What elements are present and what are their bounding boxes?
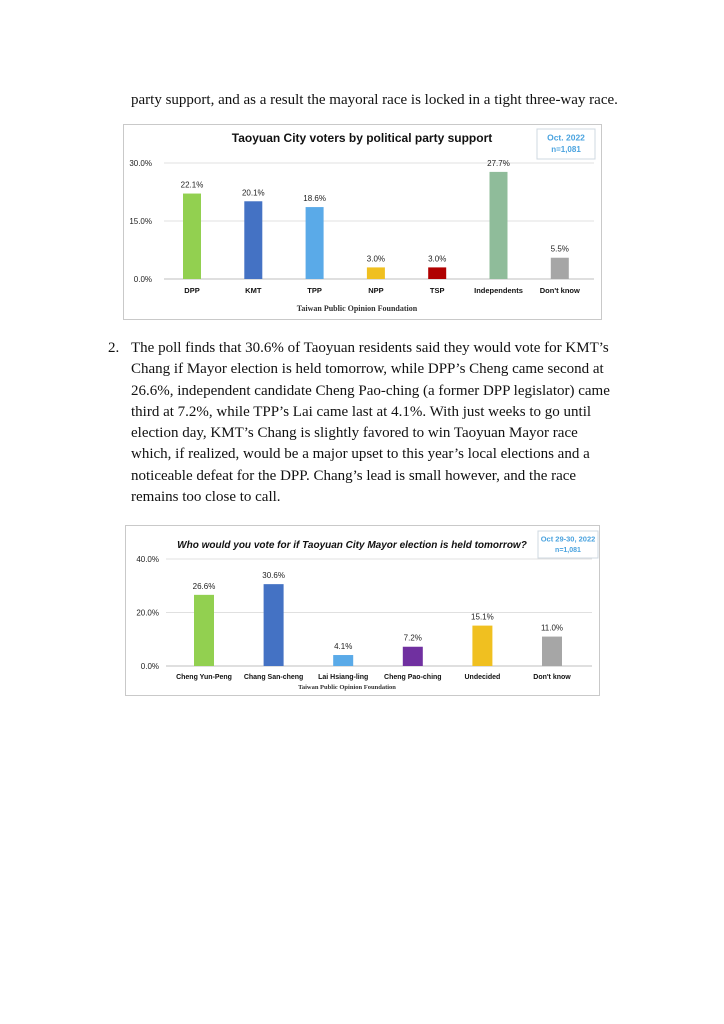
bar (333, 655, 353, 666)
chart-title: Who would you vote for if Taoyuan City Mayor election is held tomorrow? (177, 540, 527, 551)
category-label: KMT (245, 286, 262, 295)
bar-value-label: 3.0% (428, 254, 447, 264)
category-label: TSP (429, 286, 445, 295)
y-tick-label: 0.0% (133, 275, 152, 284)
list-item-text: The poll finds that 30.6% of Taoyuan residents said they would vote for KMT’s Chang if Mayor election is held tomorrow, while DPP’s Cheng came second at 26.6%, independent candidate Cheng Pao-ching (a former DPP legislator) came third at 7.2%, while TPP’s Lai came last at 4.1%. With just weeks to go until election day, KMT’s Chang is slightly favored to win Taoyuan Mayor race which, if realized, would be a major upset to this year’s local elections and a noticeable defeat for the DPP. Chang’s lead is small however, and the race remains too close to call. (131, 340, 610, 506)
category-label: Undecided (464, 674, 501, 681)
bar-value-label: 22.1% (180, 180, 204, 190)
party-support-chart-svg (124, 125, 601, 319)
bar (244, 201, 262, 279)
bar-value-label: 5.5% (550, 244, 569, 254)
badge-sample-size: n=1,081 (555, 547, 581, 554)
badge-date: Oct. 2022 (547, 132, 585, 143)
bar (403, 647, 423, 666)
badge-sample-size: n=1,081 (551, 145, 581, 154)
category-label: Lai Hsiang-ling (318, 674, 369, 681)
bar-value-label: 30.6% (262, 571, 285, 581)
bar (490, 172, 508, 279)
category-label: Independents (474, 286, 523, 295)
bar (264, 584, 284, 666)
bar (367, 267, 385, 279)
chart-title: Taoyuan City voters by political party support (231, 131, 493, 145)
category-label: Cheng Yun-Peng (176, 674, 232, 681)
y-tick-label: 0.0% (140, 662, 159, 671)
y-tick-label: 15.0% (129, 217, 152, 226)
y-tick-label: 30.0% (129, 159, 152, 168)
bar-value-label: 4.1% (334, 642, 353, 652)
bar (428, 267, 446, 279)
mayor-vote-chart-svg (126, 526, 599, 695)
category-label: Cheng Pao-ching (384, 674, 442, 681)
bar-value-label: 26.6% (192, 581, 216, 591)
category-label: DPP (184, 286, 200, 295)
bar (472, 626, 492, 666)
list-number: 2. (108, 340, 120, 356)
chart-source: Taiwan Public Opinion Foundation (296, 304, 418, 313)
bar (194, 595, 214, 666)
bar-value-label: 7.2% (403, 633, 422, 643)
y-tick-label: 20.0% (136, 608, 159, 618)
intro-paragraph: party support, and as a result the mayoral race is locked in a tight three-way race. (131, 92, 618, 108)
category-label: Chang San-cheng (243, 674, 304, 681)
bar-value-label: 27.7% (487, 158, 510, 168)
category-label: Don't know (539, 286, 580, 295)
category-label: NPP (368, 286, 384, 295)
bar (183, 194, 201, 279)
bar (306, 207, 324, 279)
bar-value-label: 15.1% (471, 612, 494, 622)
y-tick-label: 40.0% (136, 555, 159, 564)
bar-value-label: 18.6% (303, 194, 326, 204)
category-label: Don't know (533, 674, 571, 681)
category-label: TPP (307, 286, 322, 295)
mayor-vote-chart (125, 525, 600, 696)
party-support-chart (123, 124, 602, 320)
bar-value-label: 20.1% (241, 188, 265, 198)
bar-value-label: 3.0% (366, 254, 386, 264)
bar-value-label: 11.0% (540, 623, 564, 633)
bar (551, 258, 569, 279)
chart-source: Taiwan Public Opinion Foundation (298, 684, 396, 691)
bar (542, 637, 562, 666)
badge-date: Oct 29-30, 2022 (540, 534, 596, 544)
